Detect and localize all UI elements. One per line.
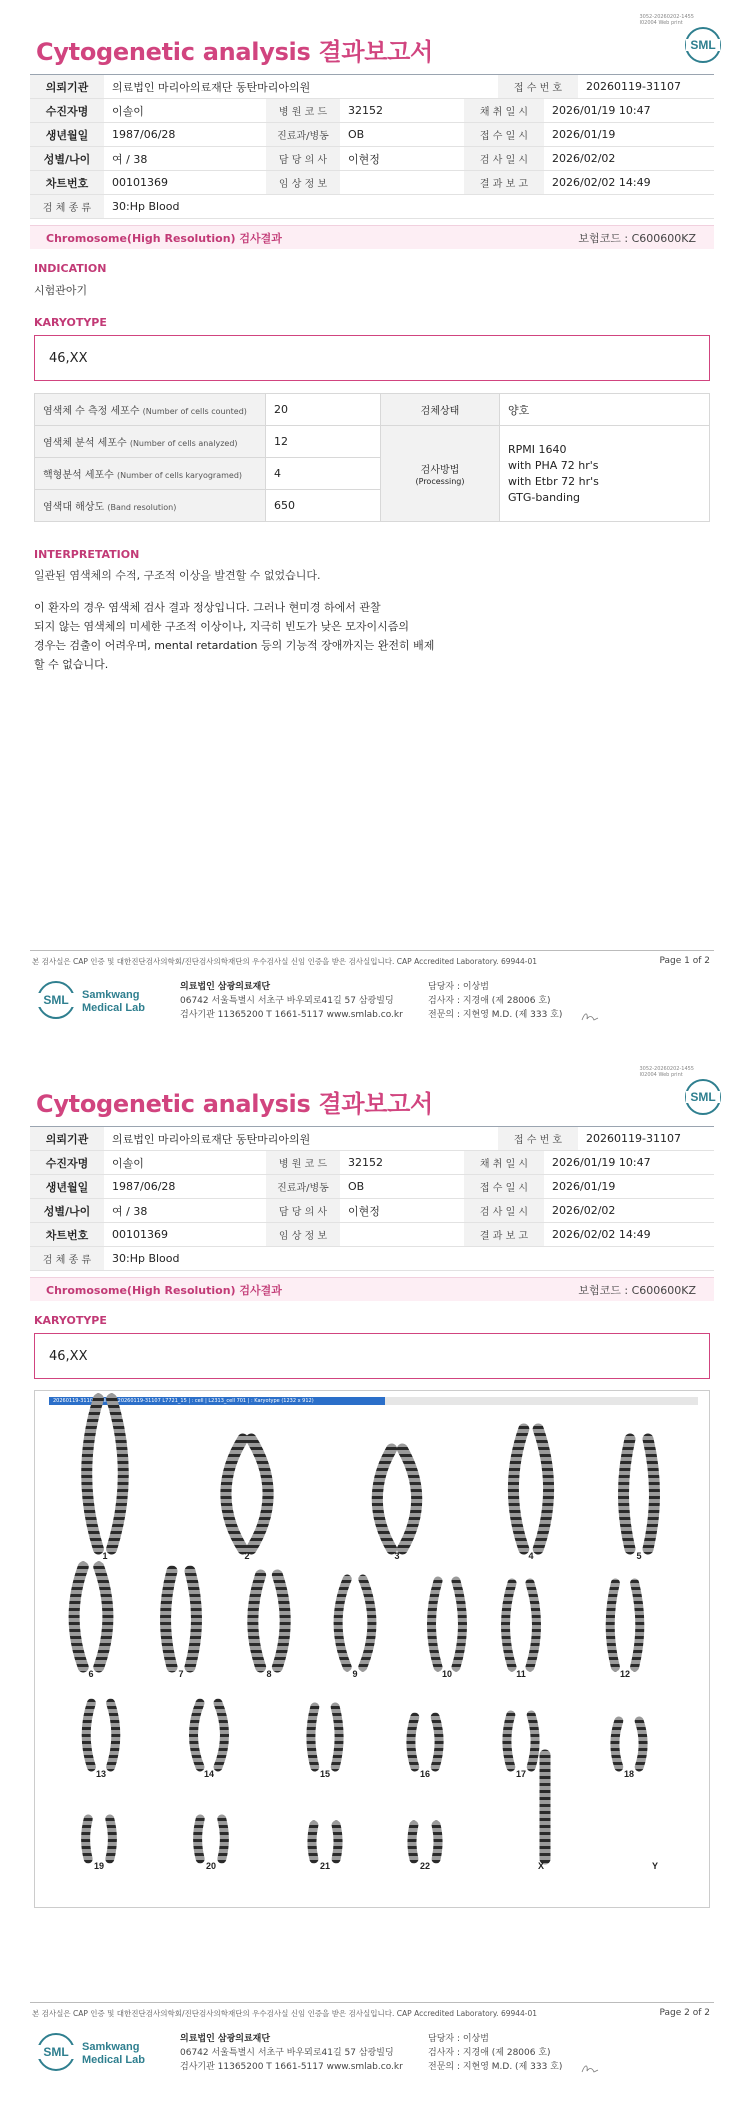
logo-text: SML <box>690 38 716 52</box>
chromosome-20 <box>222 1819 225 1859</box>
patient-info-table <box>30 74 714 219</box>
info-label: 결 과 보 고 <box>464 171 544 194</box>
lab-staff: 담당자 : 이상범 검사자 : 지경애 (제 28006 호) 전문의 : 지현영 M.D. (제 333 호) <box>428 982 563 1020</box>
chromosome-5 <box>648 1439 655 1549</box>
chromosome-2 <box>226 1439 243 1549</box>
chromosome-9 <box>363 1579 372 1667</box>
method-value: RPMI 1640 with PHA 72 hr's with Etbr 72 hr's GTG-banding <box>500 426 710 522</box>
info-value: 2026/02/02 <box>552 152 616 165</box>
info-label: 검 체 종 류 <box>30 1247 104 1270</box>
info-value: 1987/06/28 <box>112 1180 176 1193</box>
info-label: 검 사 일 시 <box>464 1199 544 1222</box>
signature-icon <box>580 2062 600 2076</box>
chromosome-7 <box>166 1571 173 1667</box>
info-value: 2026/01/19 10:47 <box>552 104 651 117</box>
patient-info-table <box>30 1126 714 1271</box>
chromosome-4 <box>513 1429 523 1549</box>
chromosome-4 <box>538 1429 548 1549</box>
chromosome-6 <box>74 1567 83 1667</box>
interpretation-detail: 이 환자의 경우 염색체 검사 결과 정상입니다. 그러나 현미경 하에서 관찰 되지 않는 염색체의 미세한 구조적 이상이나, 지극히 빈도가 낮은 모자이시즘의 경우는 검출이 어려우며, mental retardation 등의 기능적 장애까지는 완전히 배제 할 수 없습니다. <box>34 601 435 671</box>
chromosome-20 <box>198 1819 201 1859</box>
samkwang-logo-icon <box>36 978 156 1022</box>
chromosome-label: 9 <box>352 1669 358 1679</box>
chromosome-16 <box>411 1717 415 1767</box>
chromosome-21 <box>336 1825 338 1859</box>
chromosome-22 <box>412 1825 414 1859</box>
info-value: 여 / 38 <box>112 152 148 166</box>
info-value: 30:Hp Blood <box>112 200 180 213</box>
section-title: Chromosome(High Resolution) 검사결과 <box>46 1283 282 1297</box>
band-resolution-value: 650 <box>266 490 381 522</box>
info-value: 32152 <box>348 104 383 117</box>
svg-text:SML: SML <box>43 993 69 1007</box>
info-value: 여 / 38 <box>112 1204 148 1218</box>
info-value: 00101369 <box>112 1228 168 1241</box>
info-value: 2026/01/19 10:47 <box>552 1156 651 1169</box>
lab-staff: 담당자 : 이상범 검사자 : 지경애 (제 28006 호) 전문의 : 지현영 M.D. (제 333 호) <box>428 2034 563 2072</box>
chromosome-label: 8 <box>266 1669 272 1679</box>
cell-analysis-table <box>34 393 710 522</box>
chromosome-label: 17 <box>515 1769 527 1779</box>
cells-karyogramed-label: 핵형분석 세포수 (Number of cells karyogramed) <box>35 458 266 490</box>
info-label: 성별/나이 <box>30 147 104 170</box>
info-label: 임 상 정 보 <box>266 171 340 194</box>
info-label: 채 취 일 시 <box>464 1151 544 1174</box>
doc-id-line: I02004 Web print <box>639 1072 683 1078</box>
info-value: 의료법인 마리아의료재단 동탄마리아의원 <box>112 80 311 94</box>
svg-text:Medical Lab: Medical Lab <box>82 1002 145 1014</box>
chromosome-label: 10 <box>441 1669 453 1679</box>
info-row <box>30 1127 714 1151</box>
info-value: 2026/02/02 <box>552 1204 616 1217</box>
result-section-bar <box>30 225 714 249</box>
info-value: 이솔이 <box>112 1156 144 1170</box>
report-title: Cytogenetic analysis 결과보고서 <box>36 38 433 66</box>
method-label: 검사방법 (Processing) <box>381 426 500 522</box>
info-label: 담 당 의 사 <box>266 1199 340 1222</box>
footer-divider <box>30 950 714 951</box>
chromosome-19 <box>110 1819 113 1859</box>
karyotype-result: 46,XX <box>34 335 710 381</box>
chromosome-label: 21 <box>319 1861 331 1871</box>
info-value: 2026/02/02 14:49 <box>552 176 651 189</box>
report-page-2 <box>0 1052 744 2104</box>
chromosome-label: 15 <box>319 1769 331 1779</box>
info-row <box>30 171 714 195</box>
certification-text: 본 검사실은 CAP 인증 및 대한진단검사의학회/진단검사의학재단의 우수검사실 신임 인증을 받은 검사실입니다. CAP Accredited Laboratory. 69944-01 <box>32 957 538 966</box>
svg-text:Samkwang: Samkwang <box>82 2041 140 2053</box>
info-row <box>30 1223 714 1247</box>
document-id <box>639 14 694 26</box>
chromosome-12 <box>635 1583 640 1667</box>
info-label: 생년월일 <box>30 123 104 146</box>
info-value: 의료법인 마리아의료재단 동탄마리아의원 <box>112 1132 311 1146</box>
info-value: 2026/02/02 14:49 <box>552 1228 651 1241</box>
chromosome-1 <box>112 1399 124 1549</box>
insurance-code: 보험코드 : C600600KZ <box>578 231 696 245</box>
chromosome-21 <box>312 1825 314 1859</box>
info-label: 접 수 일 시 <box>464 123 544 146</box>
specimen-state-value: 양호 <box>500 394 710 426</box>
karyogram-image <box>34 1390 710 1908</box>
info-label: 접 수 번 호 <box>498 1127 578 1150</box>
karyotype-result: 46,XX <box>34 1333 710 1379</box>
chromosome-9 <box>338 1579 347 1667</box>
info-label: 차트번호 <box>30 1223 104 1246</box>
info-value: 20260119-31107 <box>586 1132 681 1145</box>
info-label: 접 수 일 시 <box>464 1175 544 1198</box>
chromosome-10 <box>456 1581 463 1667</box>
chromosome-7 <box>190 1571 197 1667</box>
chromosome-label: 22 <box>419 1861 431 1871</box>
chromosome-label: 12 <box>619 1669 631 1679</box>
samkwang-logo-icon <box>36 2030 156 2074</box>
info-label: 수진자명 <box>30 1151 104 1174</box>
info-label: 병 원 코 드 <box>266 1151 340 1174</box>
info-value: 2026/01/19 <box>552 1180 616 1193</box>
cells-analyzed-label: 염색체 분석 세포수 (Number of cells analyzed) <box>35 426 266 458</box>
page-number: Page 1 of 2 <box>659 956 710 966</box>
chromosome-16 <box>435 1717 439 1767</box>
info-label: 검 체 종 류 <box>30 195 104 218</box>
info-label: 채 취 일 시 <box>464 99 544 122</box>
certification-text: 본 검사실은 CAP 인증 및 대한진단검사의학회/진단검사의학재단의 우수검사실 신임 인증을 받은 검사실입니다. CAP Accredited Laboratory. 69944-01 <box>32 2009 538 2018</box>
info-row <box>30 147 714 171</box>
chromosome-15 <box>311 1707 315 1767</box>
chromosome-17 <box>531 1715 535 1767</box>
chromosome-3 <box>377 1449 391 1549</box>
info-row <box>30 1151 714 1175</box>
info-label: 의뢰기관 <box>30 75 104 98</box>
info-label: 담 당 의 사 <box>266 147 340 170</box>
table-row <box>35 394 710 426</box>
info-label: 접 수 번 호 <box>498 75 578 98</box>
info-value: 32152 <box>348 1156 383 1169</box>
info-label: 성별/나이 <box>30 1199 104 1222</box>
chromosome-5 <box>624 1439 631 1549</box>
info-value: 30:Hp Blood <box>112 1252 180 1265</box>
indication-heading: INDICATION <box>34 262 107 275</box>
chromosome-11 <box>530 1583 537 1667</box>
chromosome-label: 19 <box>93 1861 105 1871</box>
info-row <box>30 1175 714 1199</box>
chromosome-1 <box>87 1399 99 1549</box>
info-row <box>30 195 714 219</box>
svg-text:Samkwang: Samkwang <box>82 989 140 1001</box>
chromosome-13 <box>86 1703 91 1767</box>
insurance-code: 보험코드 : C600600KZ <box>578 1283 696 1297</box>
info-label: 검 사 일 시 <box>464 147 544 170</box>
cells-karyogramed-value: 4 <box>266 458 381 490</box>
chromosome-17 <box>507 1715 511 1767</box>
info-label: 병 원 코 드 <box>266 99 340 122</box>
table-row <box>35 426 710 458</box>
doc-id-line: 3052-20260202-1455 <box>639 1066 694 1072</box>
chromosome-label: 13 <box>95 1769 107 1779</box>
chromosome-15 <box>335 1707 339 1767</box>
cells-analyzed-value: 12 <box>266 426 381 458</box>
info-value: 20260119-31107 <box>586 80 681 93</box>
chromosome-label: X <box>537 1861 545 1871</box>
chromosome-label: 16 <box>419 1769 431 1779</box>
chromosome-22 <box>436 1825 438 1859</box>
info-value <box>340 171 464 194</box>
info-label: 결 과 보 고 <box>464 1223 544 1246</box>
chromosome-label: 14 <box>203 1769 215 1779</box>
chromosome-13 <box>111 1703 116 1767</box>
karyogram-caption: 20260119-31107 - slide | 20260119-31107 L7721_15 | : cell | L2313_cell 701 | : Karyotype (1232 x 912) <box>49 1397 385 1405</box>
interpretation-heading: INTERPRETATION <box>34 548 140 561</box>
info-label: 수진자명 <box>30 99 104 122</box>
cells-counted-value: 20 <box>266 394 381 426</box>
chromosome-2 <box>251 1439 268 1549</box>
chromosome-label: 20 <box>205 1861 217 1871</box>
info-label: 차트번호 <box>30 171 104 194</box>
chromosome-pictures <box>35 1391 709 1907</box>
chromosome-label: 3 <box>394 1551 400 1561</box>
info-value: OB <box>348 1180 365 1193</box>
chromosome-label: 7 <box>178 1669 184 1679</box>
page-number: Page 2 of 2 <box>659 2008 710 2018</box>
section-title: Chromosome(High Resolution) 검사결과 <box>46 231 282 245</box>
chromosome-label: Y <box>651 1861 659 1871</box>
sml-logo-icon <box>684 1078 722 1116</box>
info-label: 임 상 정 보 <box>266 1223 340 1246</box>
chromosome-label: 18 <box>623 1769 635 1779</box>
info-value: 2026/01/19 <box>552 128 616 141</box>
sml-logo-icon <box>684 26 722 64</box>
info-value: OB <box>348 128 365 141</box>
lab-address: 의료법인 삼광의료재단 06742 서울특별시 서초구 바우뫼로41길 57 삼광빌딩 검사기관 11365200 T 1661-5117 www.smlab.co.kr <box>180 982 403 1020</box>
chromosome-8 <box>253 1575 261 1667</box>
svg-text:SML: SML <box>690 1090 716 1104</box>
info-value: 1987/06/28 <box>112 128 176 141</box>
svg-text:Medical Lab: Medical Lab <box>82 2054 145 2066</box>
info-row <box>30 1247 714 1271</box>
info-row <box>30 75 714 99</box>
info-value: 00101369 <box>112 176 168 189</box>
info-value <box>340 1223 464 1246</box>
chromosome-label: 2 <box>244 1551 250 1561</box>
doc-id-line: 3052-20260202-1455 <box>639 14 694 20</box>
chromosome-6 <box>99 1567 108 1667</box>
info-label: 진료과/병동 <box>266 1175 340 1198</box>
band-resolution-label: 염색대 해상도 (Band resolution) <box>35 490 266 522</box>
info-row <box>30 123 714 147</box>
document-id <box>639 1066 694 1078</box>
chromosome-18 <box>639 1721 643 1767</box>
result-section-bar <box>30 1277 714 1301</box>
chromosome-label: 6 <box>88 1669 94 1679</box>
chromosome-18 <box>615 1721 619 1767</box>
info-value: 이솔이 <box>112 104 144 118</box>
info-value: 이현정 <box>348 152 380 166</box>
chromosome-label: 4 <box>528 1551 534 1561</box>
report-title: Cytogenetic analysis 결과보고서 <box>36 1090 433 1118</box>
chromosome-19 <box>86 1819 89 1859</box>
info-row <box>30 99 714 123</box>
chromosome-14 <box>218 1703 225 1767</box>
chromosome-3 <box>402 1449 416 1549</box>
specimen-state-label: 검체상태 <box>381 394 500 426</box>
chromosome-11 <box>506 1583 513 1667</box>
info-label: 진료과/병동 <box>266 123 340 146</box>
info-value: 이현정 <box>348 1204 380 1218</box>
info-label: 생년월일 <box>30 1175 104 1198</box>
interpretation-summary: 일관된 염색체의 수적, 구조적 이상을 발견할 수 없었습니다. <box>34 569 321 582</box>
chromosome-label: 5 <box>636 1551 642 1561</box>
doc-id-line: I02004 Web print <box>639 20 683 26</box>
karyotype-heading: KARYOTYPE <box>34 1314 107 1327</box>
cells-counted-label: 염색체 수 측정 세포수 (Number of cells counted) <box>35 394 266 426</box>
karyotype-heading: KARYOTYPE <box>34 316 107 329</box>
info-label: 의뢰기관 <box>30 1127 104 1150</box>
chromosome-14 <box>194 1703 201 1767</box>
signature-icon <box>580 1010 600 1024</box>
chromosome-12 <box>610 1583 615 1667</box>
chromosome-10 <box>432 1581 439 1667</box>
svg-text:SML: SML <box>43 2045 69 2059</box>
indication-text: 시험관아기 <box>34 284 88 297</box>
info-row <box>30 1199 714 1223</box>
lab-address: 의료법인 삼광의료재단 06742 서울특별시 서초구 바우뫼로41길 57 삼광빌딩 검사기관 11365200 T 1661-5117 www.smlab.co.kr <box>180 2034 403 2072</box>
footer-divider <box>30 2002 714 2003</box>
chromosome-label: 11 <box>516 1669 526 1679</box>
chromosome-8 <box>277 1575 285 1667</box>
chromosome-label: 1 <box>102 1551 108 1561</box>
